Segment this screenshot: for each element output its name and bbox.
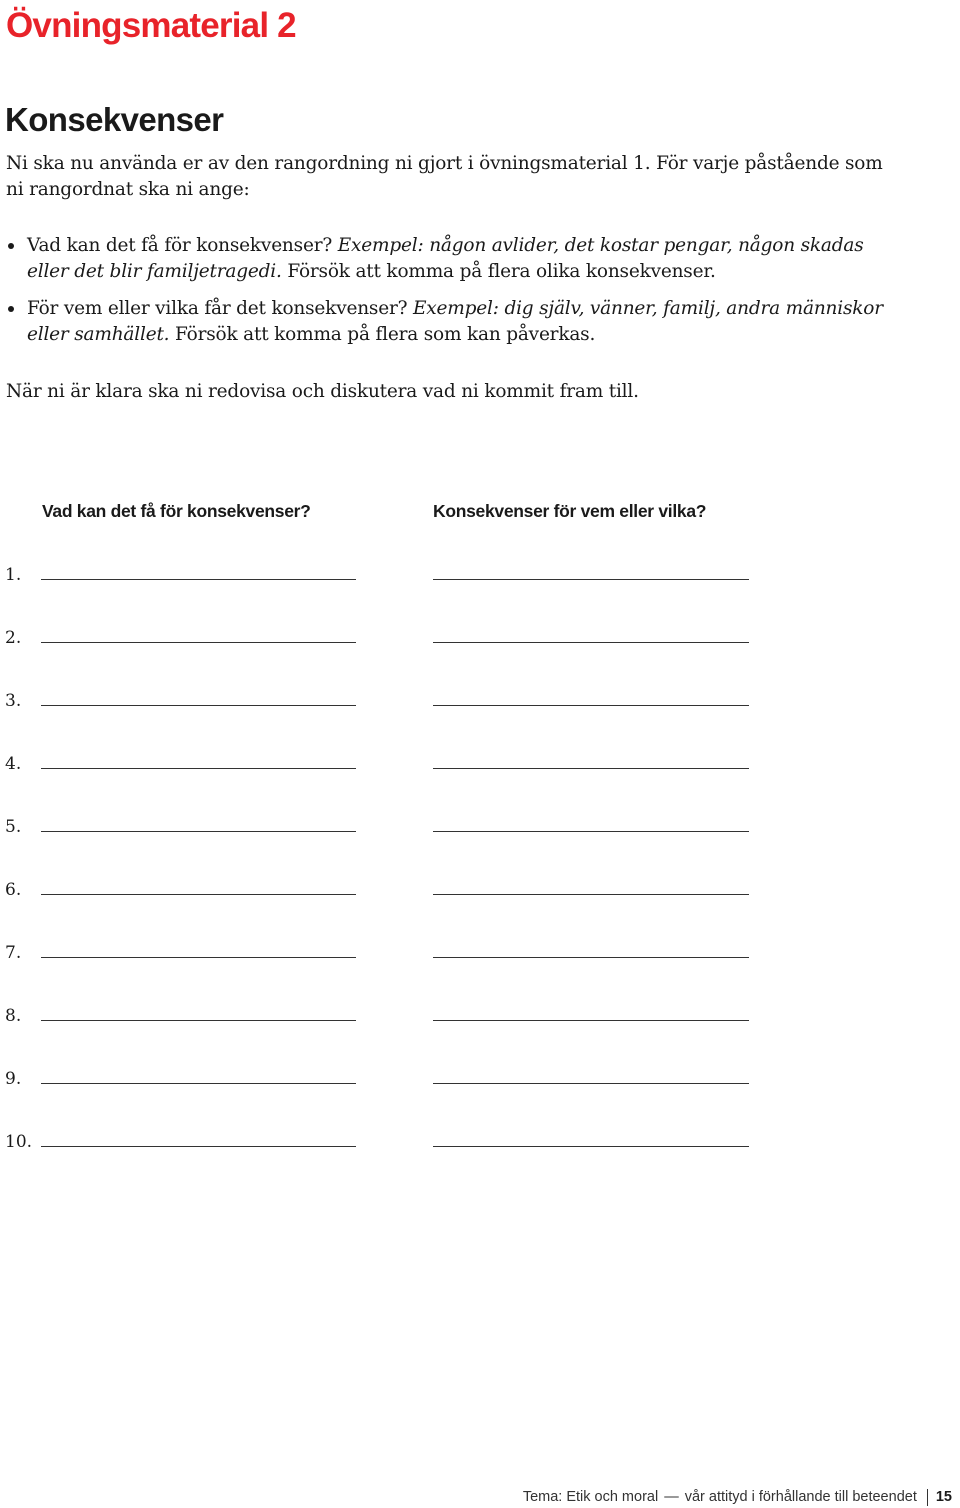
footer-divider — [927, 1489, 928, 1506]
row-number: 5. — [5, 817, 22, 837]
affected-answer-line[interactable] — [433, 579, 749, 580]
consequence-answer-line[interactable] — [41, 957, 356, 958]
intro-paragraph: Ni ska nu använda er av den rangordning ni gjort i övningsmaterial 1. För varje påstående som ni rangordnat ska ni ange: — [6, 153, 883, 200]
table-row — [0, 733, 960, 796]
row-number: 6. — [5, 880, 22, 900]
section-heading: Konsekvenser — [5, 101, 224, 138]
table-row — [0, 859, 960, 922]
consequence-answer-line[interactable] — [41, 1146, 356, 1147]
row-number: 10. — [5, 1132, 33, 1152]
affected-answer-line[interactable] — [433, 831, 749, 832]
bullet-icon — [8, 306, 14, 312]
footer-theme-prefix: Tema: Etik och moral — [522, 1489, 659, 1505]
row-number: 2. — [5, 628, 22, 648]
bullet-example: Exempel: någon avlider, det kostar pengar, någon skadas eller det blir familjetragedi. — [27, 235, 864, 282]
column-header-consequences: Vad kan det få för konsekvenser? — [42, 501, 311, 521]
affected-answer-line[interactable] — [433, 1083, 749, 1084]
consequence-answer-line[interactable] — [41, 705, 356, 706]
list-item — [6, 233, 896, 285]
closing-paragraph: När ni är klara ska ni redovisa och diskutera vad ni kommit fram till. — [6, 381, 639, 402]
table-row — [0, 985, 960, 1048]
table-row — [0, 796, 960, 859]
row-number: 8. — [5, 1006, 22, 1026]
consequence-answer-line[interactable] — [41, 894, 356, 895]
consequence-answer-line[interactable] — [41, 831, 356, 832]
affected-answer-line[interactable] — [433, 1020, 749, 1021]
table-row — [0, 1111, 960, 1174]
row-number: 9. — [5, 1069, 22, 1089]
table-row — [0, 670, 960, 733]
affected-answer-line[interactable] — [433, 957, 749, 958]
bullet-example: Exempel: dig själv, vänner, familj, andra människor eller samhället. — [27, 298, 883, 345]
affected-answer-line[interactable] — [433, 1146, 749, 1147]
page-footer — [523, 1486, 952, 1508]
row-number: 7. — [5, 943, 22, 963]
consequence-answer-line[interactable] — [41, 768, 356, 769]
footer-dash: — — [664, 1489, 679, 1505]
table-row — [0, 1048, 960, 1111]
affected-answer-line[interactable] — [433, 705, 749, 706]
document-title: Övningsmaterial 2 — [6, 6, 296, 45]
bullet-tail: Försök att komma på flera olika konsekvenser. — [281, 261, 716, 282]
affected-answer-line[interactable] — [433, 894, 749, 895]
column-header-affected: Konsekvenser för vem eller vilka? — [433, 501, 707, 521]
affected-answer-line[interactable] — [433, 642, 749, 643]
bullet-tail: Försök att komma på flera som kan påverkas. — [169, 324, 596, 345]
bullet-icon — [8, 243, 14, 249]
footer-theme-suffix: vår attityd i förhållande till beteendet — [684, 1489, 917, 1505]
table-row — [0, 922, 960, 985]
affected-answer-line[interactable] — [433, 768, 749, 769]
table-row — [0, 544, 960, 607]
row-number: 1. — [5, 565, 22, 585]
consequence-answer-line[interactable] — [41, 1083, 356, 1084]
table-row — [0, 607, 960, 670]
row-number: 3. — [5, 691, 22, 711]
row-number: 4. — [5, 754, 22, 774]
list-item — [6, 296, 896, 348]
answer-table — [0, 544, 960, 1174]
bullet-lead: Vad kan det få för konsekvenser? — [27, 235, 338, 256]
consequence-answer-line[interactable] — [41, 1020, 356, 1021]
bullet-lead: För vem eller vilka får det konsekvenser? — [27, 298, 413, 319]
consequence-answer-line[interactable] — [41, 579, 356, 580]
instruction-list — [6, 233, 896, 359]
consequence-answer-line[interactable] — [41, 642, 356, 643]
page-number: 15 — [935, 1489, 952, 1505]
